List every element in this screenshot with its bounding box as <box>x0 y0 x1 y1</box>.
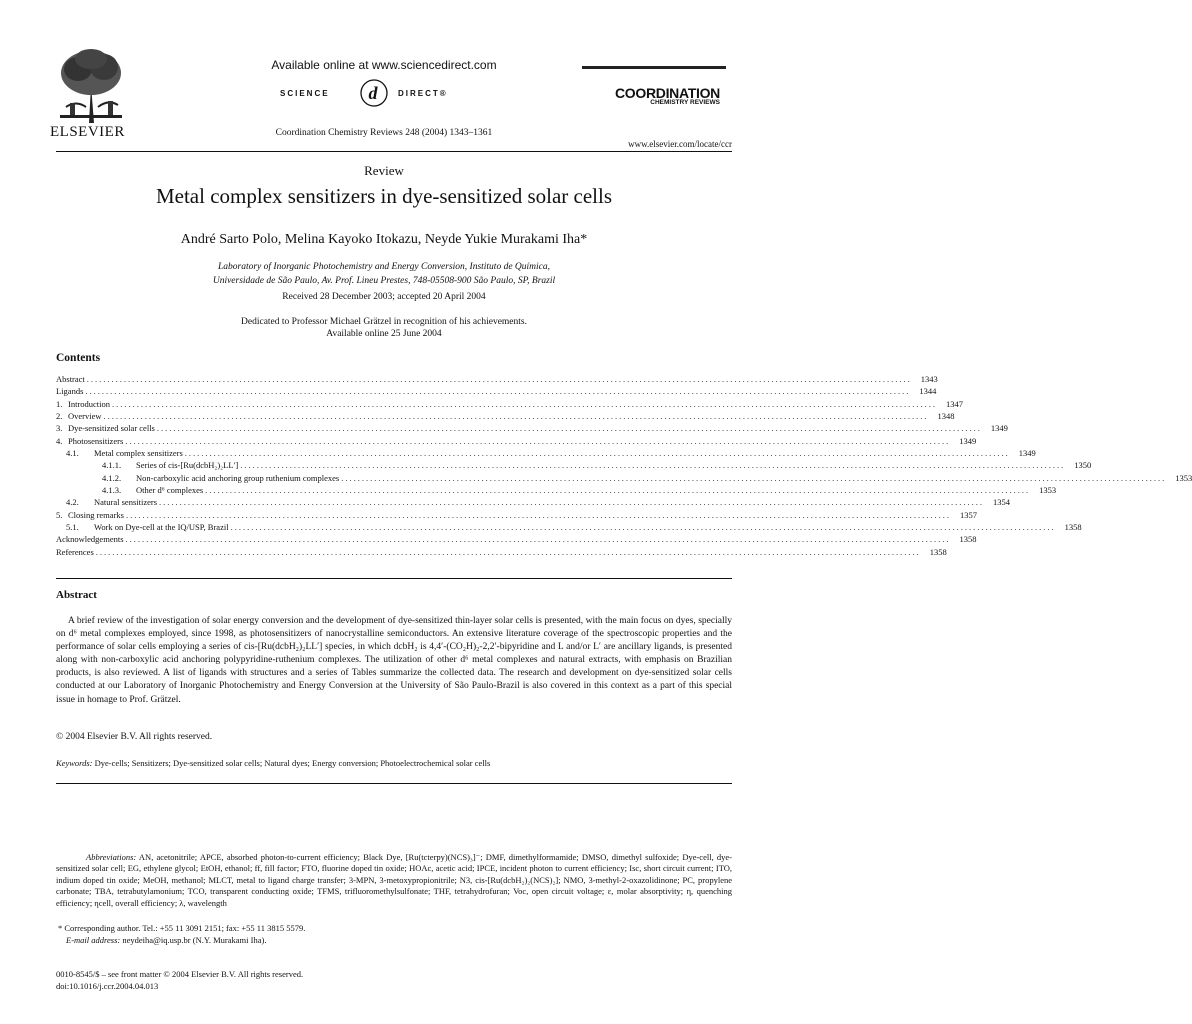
toc-entry-page: 1358 <box>1064 522 1082 533</box>
toc-entry-title: Other d⁶ complexes <box>136 485 204 496</box>
toc-entry-page: 1357 <box>959 509 977 520</box>
toc-entry[interactable] <box>56 411 955 423</box>
toc-entry[interactable] <box>56 522 1082 534</box>
article-title: Metal complex sensitizers in dye-sensitized solar cells <box>155 184 613 208</box>
abstract-heading: Abstract <box>56 589 97 601</box>
toc-entry-title: Series of cis-[Ru(dcbH₂)₂LL′] <box>136 460 239 471</box>
toc-entry-title: References <box>56 546 94 557</box>
toc-entry-number: 4.2. <box>66 497 79 508</box>
corresponding-author: * Corresponding author. Tel.: +55 11 3091 2151; fax: +55 11 3815 5579. <box>58 923 306 933</box>
toc-leader-dots: ........................................................................................................................................................................................................ <box>159 497 985 508</box>
toc-entry[interactable] <box>56 398 964 411</box>
affiliation-line-2: Universidade de São Paulo, Av. Prof. Lineu Prestes, 748-05508-900 São Paulo, SP, Brazil <box>212 276 556 286</box>
toc-entry-number: 4.1.3. <box>102 485 122 496</box>
toc-entry-title: Metal complex sensitizers <box>94 448 183 459</box>
available-online-link[interactable]: Available online at www.sciencedirect.com <box>271 58 497 72</box>
toc-entry[interactable] <box>56 534 977 546</box>
toc-leader-dots: ........................................................................................................................................................................................................ <box>85 386 911 397</box>
journal-logo-title: COORDINATION <box>614 85 720 101</box>
toc-entry-number: 4.1.1. <box>102 460 122 471</box>
sd-left-text: SCIENCE <box>280 89 330 98</box>
toc-entry-number: 4. <box>56 435 63 446</box>
toc-entry[interactable] <box>56 460 1092 472</box>
email-link[interactable]: neydeiha@iq.usp.br (N.Y. Murakami Iha). <box>122 935 267 945</box>
email-label: E-mail address: <box>66 935 121 945</box>
journal-logo-subtitle: CHEMISTRY REVIEWS <box>650 99 720 106</box>
journal-logo <box>568 85 720 106</box>
header-divider <box>56 151 732 152</box>
toc-entry[interactable] <box>56 423 1008 435</box>
toc-entry-number: 2. <box>56 411 63 422</box>
contents-heading: Contents <box>56 352 101 364</box>
toc-entry-title: Introduction <box>68 398 111 409</box>
toc-leader-dots: ........................................................................................................................................................................................................ <box>103 411 929 422</box>
toc-leader-dots: ........................................................................................................................................................................................................ <box>86 374 912 384</box>
toc-entry-page: 1358 <box>959 534 977 545</box>
keywords-line <box>56 758 490 768</box>
toc-entry-title: Dye-sensitized solar cells <box>68 423 155 434</box>
toc-entry[interactable] <box>56 448 1036 460</box>
toc-entry-page: 1358 <box>929 546 947 557</box>
toc-entry[interactable] <box>56 435 977 448</box>
toc-leader-dots: ........................................................................................................................................................................................................ <box>205 485 1031 496</box>
affiliation-line-1: Laboratory of Inorganic Photochemistry and Energy Conversion, Instituto de Química, <box>217 262 551 272</box>
toc-entry-number: 3. <box>56 423 63 434</box>
email-line <box>66 935 266 945</box>
toc-entry-title: Acknowledgements <box>56 534 124 545</box>
toc-entry-title: Photosensitizers <box>68 435 124 446</box>
abstract-paragraph: A brief review of the investigation of solar energy conversion and the development of dye-sensitized thin-layer solar cells is presented, with the main focus on dyes, specially on d⁶ metal complexes employed, since 1998, as photosensitizers of nanocrystalline semiconductors. An extensive literature coverage of the spectroscopic properties and the performance of solar cells employing a series of cis-[Ru(dcbH₂)₂LL′] species, in which dcbH₂ is 4,4′-(CO₂H)₂-2,2′-bipyridine and L and/or L′ are ancillary ligands, is presented along with non-carboxylic acid anchoring polypyridine-ruthenium complexes. The utilization of other d⁶ metal complexes and natural extracts, with emphasis on Brazilian products, is also reviewed. A list of ligands with structures and a series of Tables summarize the collected data. The research and development on dye-sensitized solar cells conducted at our Laboratory of Inorganic Photochemistry and Energy Conversion at the University of São Paulo-Brazil is also covered in this context as a part of this special issue in homage to Prof. Grätzel. <box>56 616 732 705</box>
journal-reference: Coordination Chemistry Reviews 248 (2004) 1343–1361 <box>275 128 493 138</box>
toc-entry-page: 1349 <box>1018 448 1036 459</box>
journal-url-link[interactable]: www.elsevier.com/locate/ccr <box>628 139 732 149</box>
toc-entry-number: 5. <box>56 509 63 520</box>
abstract-copyright: © 2004 Elsevier B.V. All rights reserved. <box>56 732 213 742</box>
toc-entry-title: Natural sensitizers <box>94 497 158 508</box>
toc-entry-title: Work on Dye-cell at the IQ/USP, Brazil <box>94 522 229 533</box>
keywords-list: Dye-cells; Sensitizers; Dye-sensitized solar cells; Natural dyes; Energy conversion; Photoelectrochemical solar cells <box>94 758 491 768</box>
toc-leader-dots: ........................................................................................................................................................................................................ <box>341 472 1167 483</box>
toc-entry-page: 1343 <box>920 374 938 384</box>
toc-leader-dots: ........................................................................................................................................................................................................ <box>184 448 1010 459</box>
toc-entry[interactable] <box>56 485 1057 497</box>
toc-entry-title: Ligands <box>56 386 84 397</box>
keywords-label: Keywords: <box>56 758 93 768</box>
toc-leader-dots: ........................................................................................................................................................................................................ <box>95 546 921 557</box>
sciencedirect-logo <box>250 78 520 108</box>
toc-leader-dots: ........................................................................................................................................................................................................ <box>125 509 951 520</box>
abstract-divider <box>56 578 732 579</box>
abbreviations-text: AN, acetonitrile; APCE, absorbed photon-to-current efficiency; Black Dye, [Ru(tcterpy)(NCS)₃]⁻; DMF, dimethylformamide; DMSO, dimethyl sulfoxide; Dye-cell, dye-sensitized solar cell; EG, ethylene glycol; EtOH, ethanol; ff, fill factor; FTO, fluorine doped tin oxide; HOAc, acetic acid; IPCE, incident photon to current efficiency; Isc, short circuit current; ITO, indium doped tin oxide; MeOH, methanol; MLCT, metal to ligand charge transfer; 3-MPN, 3-metoxypropionitrile; N3, cis-[Ru(dcbH₂)₂(NCS)₂]; NMO, 3-methyl-2-oxazolidinone; PC, propylene carbonate; TBA, tetrabutylamonium; TCO, transparent conducting oxide; TFMS, trifluoromethylsulfonate; THF, tetrahydrofuran; Voc, open circuit voltage; ε, molar absorptivity; η, quenching efficiency; ηcell, overall efficiency; λ, wavelength <box>56 852 732 908</box>
toc-entry-page: 1349 <box>959 435 977 446</box>
toc-entry-page: 1349 <box>990 423 1008 434</box>
received-dates: Received 28 December 2003; accepted 20 April 2004 <box>282 292 486 302</box>
toc-entry[interactable] <box>56 497 1011 509</box>
toc-entry-page: 1348 <box>937 411 955 422</box>
sd-at-icon <box>358 78 390 108</box>
toc-entry-number: 5.1. <box>66 522 79 533</box>
available-online-date: Available online 25 June 2004 <box>326 329 442 339</box>
journal-logo-rule <box>582 66 726 69</box>
toc-entry-page: 1344 <box>919 386 937 397</box>
toc-entry-page: 1354 <box>993 497 1011 508</box>
toc-entry-title: Abstract <box>56 374 85 384</box>
dedication: Dedicated to Professor Michael Grätzel in recognition of his achievements. <box>241 317 527 327</box>
elsevier-tree-logo <box>56 45 126 125</box>
article-type: Review <box>364 163 404 178</box>
affiliation <box>0 260 768 288</box>
sd-right-text: DIRECT® <box>398 89 448 98</box>
article-authors: André Sarto Polo, Melina Kayoko Itokazu, Neyde Yukie Murakami Iha* <box>180 232 588 247</box>
toc-leader-dots: ........................................................................................................................................................................................................ <box>125 534 951 545</box>
toc-entry-number: 4.1.2. <box>102 472 122 483</box>
toc-entry-number: 1. <box>56 398 63 409</box>
toc-leader-dots: ........................................................................................................................................................................................................ <box>156 423 982 434</box>
toc-leader-dots: ........................................................................................................................................................................................................ <box>230 522 1056 533</box>
svg-text:d: d <box>368 83 380 103</box>
toc-leader-dots: ........................................................................................................................................................................................................ <box>112 398 938 409</box>
toc-entry[interactable] <box>56 546 947 559</box>
issn-line: 0010-8545/$ – see front matter © 2004 Elsevier B.V. All rights reserved. <box>56 969 304 979</box>
toc-entry-title: Non-carboxylic acid anchoring group ruthenium complexes <box>136 472 340 483</box>
abbreviations-label: Abbreviations: <box>86 852 137 862</box>
toc-leader-dots: ........................................................................................................................................................................................................ <box>240 460 1066 471</box>
toc-entry-page: 1353 <box>1039 485 1057 496</box>
toc-entry-title: Overview <box>68 411 102 422</box>
abbreviations-footnote <box>56 852 732 909</box>
abstract-body <box>56 615 732 707</box>
toc-entry-page: 1353 <box>1175 472 1192 483</box>
toc-entry-number: 4.1. <box>66 448 79 459</box>
toc-leader-dots: ........................................................................................................................................................................................................ <box>125 435 951 446</box>
toc-entry[interactable] <box>56 374 938 386</box>
toc-entry-page: 1347 <box>946 398 964 409</box>
toc-entry-title: Closing remarks <box>68 509 124 520</box>
toc-entry-page: 1350 <box>1074 460 1092 471</box>
toc-entry[interactable] <box>56 509 977 522</box>
footnote-divider <box>56 783 732 784</box>
publisher-name: ELSEVIER <box>50 124 125 140</box>
dedication-block <box>0 316 768 340</box>
toc-entry[interactable] <box>56 386 937 398</box>
toc-entry[interactable] <box>56 472 1192 485</box>
table-of-contents <box>56 374 1192 559</box>
doi-link[interactable]: doi:10.1016/j.ccr.2004.04.013 <box>56 981 159 991</box>
